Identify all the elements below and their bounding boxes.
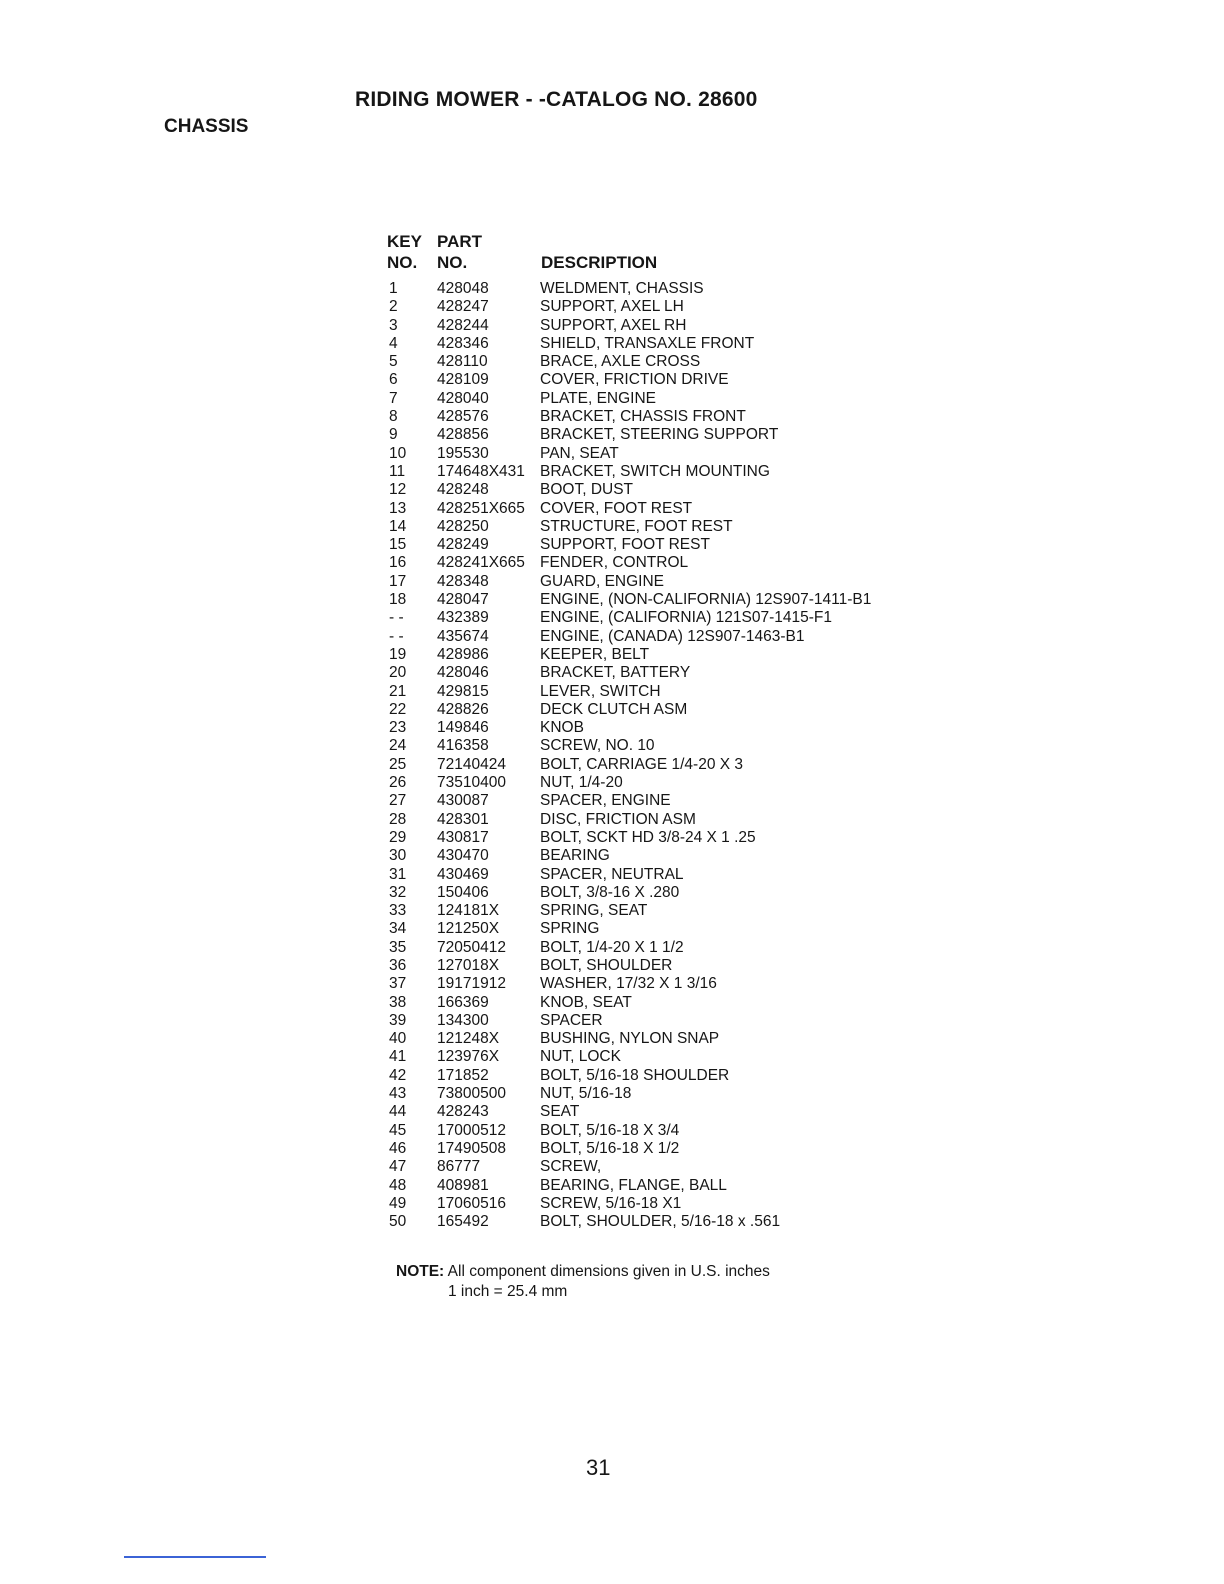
parts-row (389, 371, 949, 389)
part-no-cell: 150406 (437, 883, 489, 901)
parts-row (389, 957, 949, 975)
description-cell: BRACE, AXLE CROSS (540, 353, 701, 371)
key-no-cell: 41 (389, 1048, 407, 1066)
parts-row (389, 683, 949, 701)
part-no-cell: 428046 (437, 664, 489, 682)
parts-row (389, 591, 949, 609)
part-no-cell: 17060516 (437, 1194, 506, 1212)
description-cell: BOLT, 1/4-20 X 1 1/2 (540, 938, 684, 956)
parts-row (389, 719, 949, 737)
parts-row (389, 811, 949, 829)
part-no-cell: 127018X (437, 956, 500, 974)
key-no-cell: 23 (389, 719, 407, 737)
description-cell: FENDER, CONTROL (540, 554, 689, 572)
key-no-cell: 11 (389, 462, 406, 480)
part-no-cell: 428826 (437, 700, 489, 718)
parts-row (389, 426, 949, 444)
key-no-cell: 8 (389, 408, 398, 426)
description-cell: BOLT, SHOULDER, 5/16-18 x .561 (540, 1213, 781, 1231)
key-no-cell: 12 (389, 481, 407, 499)
part-no-cell: 428301 (437, 810, 489, 828)
description-cell: BOLT, CARRIAGE 1/4-20 X 3 (540, 755, 744, 773)
description-cell: COVER, FOOT REST (540, 499, 693, 517)
parts-row (389, 792, 949, 810)
key-no-cell: 14 (389, 517, 407, 535)
part-no-cell: 195530 (437, 444, 489, 462)
description-cell: BOOT, DUST (540, 481, 634, 499)
description-cell: SPRING (540, 920, 600, 938)
parts-row (389, 481, 949, 499)
part-no-cell: 121248X (437, 1030, 500, 1048)
parts-row (389, 1213, 949, 1231)
key-no-cell: 18 (389, 591, 407, 609)
key-no-cell: 16 (389, 554, 407, 572)
part-no-cell: 428346 (437, 334, 489, 352)
part-no-cell: 428251X665 (437, 499, 525, 517)
key-no-cell: 35 (389, 938, 407, 956)
section-heading: CHASSIS (164, 116, 249, 137)
part-no-cell: 428109 (437, 371, 489, 389)
part-no-cell: 121250X (437, 920, 500, 938)
part-no-cell: 429815 (437, 682, 489, 700)
parts-row (389, 1012, 949, 1030)
note-line1: All component dimensions given in U.S. inches (447, 1263, 770, 1280)
part-no-cell: 428047 (437, 591, 489, 609)
parts-row (389, 1177, 949, 1195)
note-line2: 1 inch = 25.4 mm (448, 1283, 568, 1300)
document-title: RIDING MOWER - -CATALOG NO. 28600 (355, 88, 758, 111)
description-cell: SCREW, 5/16-18 X1 (540, 1194, 682, 1212)
key-no-cell: 47 (389, 1158, 407, 1176)
description-cell: KEEPER, BELT (540, 645, 650, 663)
key-no-cell: 1 (389, 280, 398, 297)
key-no-cell: 37 (389, 975, 407, 993)
parts-row (389, 1085, 949, 1103)
key-no-cell: 15 (389, 536, 407, 554)
parts-row (389, 554, 949, 572)
parts-row (389, 1048, 949, 1066)
description-cell: BRACKET, BATTERY (540, 664, 691, 682)
part-no-cell: 72140424 (437, 755, 506, 773)
page-number: 31 (586, 1455, 611, 1480)
key-no-cell: 30 (389, 847, 407, 865)
part-no-cell: 428110 (437, 353, 488, 371)
parts-row (389, 500, 949, 518)
parts-row (389, 280, 949, 298)
description-cell: WASHER, 17/32 X 1 3/16 (540, 975, 717, 993)
parts-row (389, 518, 949, 536)
part-no-cell: 416358 (437, 737, 489, 755)
part-no-cell: 428986 (437, 645, 489, 663)
key-no-cell: 9 (389, 426, 398, 444)
parts-row (389, 317, 949, 335)
part-no-cell: 19171912 (437, 975, 506, 993)
description-cell: PAN, SEAT (540, 444, 619, 462)
description-cell: NUT, 5/16-18 (540, 1085, 632, 1103)
part-no-cell: 165492 (437, 1213, 489, 1231)
part-no-cell: 430087 (437, 792, 489, 810)
parts-row (389, 353, 949, 371)
parts-row (389, 774, 949, 792)
key-no-cell: 40 (389, 1030, 407, 1048)
parts-row (389, 1030, 949, 1048)
parts-row (389, 536, 949, 554)
key-no-cell: 25 (389, 755, 407, 773)
description-cell: LEVER, SWITCH (540, 682, 661, 700)
description-cell: BOLT, 3/8-16 X .280 (540, 883, 680, 901)
parts-row (389, 829, 949, 847)
description-cell: SPACER (540, 1011, 603, 1029)
description-cell: KNOB, SEAT (540, 993, 632, 1011)
description-cell: BOLT, SHOULDER (540, 956, 673, 974)
key-no-cell: 4 (389, 334, 398, 352)
description-cell: BEARING (540, 847, 610, 865)
part-no-cell: 428856 (437, 426, 489, 444)
parts-row (389, 298, 949, 316)
key-no-cell: 13 (389, 499, 407, 517)
key-no-cell: - - (389, 609, 404, 627)
key-no-cell: 28 (389, 810, 407, 828)
description-cell: SCREW, NO. 10 (540, 737, 655, 755)
key-no-cell: 44 (389, 1103, 407, 1121)
parts-row (389, 737, 949, 755)
part-no-cell: 86777 (437, 1158, 481, 1176)
part-no-cell: 428576 (437, 408, 489, 426)
parts-row (389, 1195, 949, 1213)
key-no-cell: 20 (389, 664, 407, 682)
description-cell: DISC, FRICTION ASM (540, 810, 696, 828)
parts-row (389, 628, 949, 646)
key-no-cell: 3 (389, 316, 398, 334)
parts-row (389, 884, 949, 902)
parts-row (389, 756, 949, 774)
note-label: NOTE: (396, 1263, 445, 1280)
description-cell: ENGINE, (CALIFORNIA) 121S07-1415-F1 (540, 609, 833, 627)
part-no-cell: 17490508 (437, 1139, 506, 1157)
key-no-cell: 43 (389, 1085, 407, 1103)
description-cell: GUARD, ENGINE (540, 572, 665, 590)
key-no-cell: 22 (389, 700, 407, 718)
parts-row (389, 463, 949, 481)
parts-row (389, 445, 949, 463)
part-no-cell: 174648X431 (437, 462, 525, 480)
part-no-cell: 430470 (437, 847, 489, 865)
part-no-cell: 171852 (437, 1066, 489, 1084)
parts-row (389, 609, 949, 627)
description-cell: NUT, LOCK (540, 1048, 621, 1066)
part-no-cell: 428040 (437, 389, 489, 407)
parts-row (389, 646, 949, 664)
footer-rule (124, 1556, 266, 1558)
part-no-cell: 428248 (437, 481, 489, 499)
key-no-header-line2: NO. (387, 253, 418, 272)
key-no-cell: 45 (389, 1121, 407, 1139)
description-cell: SCREW, (540, 1158, 602, 1176)
parts-row (389, 902, 949, 920)
description-cell: ENGINE, (NON-CALIFORNIA) 12S907-1411-B1 (540, 591, 872, 609)
key-no-cell: 42 (389, 1066, 407, 1084)
part-no-cell: 123976X (437, 1048, 500, 1066)
key-no-cell: 49 (389, 1194, 407, 1212)
description-cell: KNOB (540, 719, 584, 737)
description-cell: BEARING, FLANGE, BALL (540, 1176, 727, 1194)
description-cell: NUT, 1/4-20 (540, 774, 623, 792)
parts-row (389, 847, 949, 865)
description-cell: BRACKET, CHASSIS FRONT (540, 408, 746, 426)
description-cell: BRACKET, STEERING SUPPORT (540, 426, 779, 444)
part-no-cell: 428243 (437, 1103, 489, 1121)
part-no-cell: 428348 (437, 572, 489, 590)
parts-row (389, 920, 949, 938)
part-no-cell: 149846 (437, 719, 489, 737)
parts-row (389, 939, 949, 957)
parts-row (389, 1103, 949, 1121)
key-no-cell: 29 (389, 828, 407, 846)
parts-row (389, 664, 949, 682)
parts-row (389, 335, 949, 353)
parts-row (389, 701, 949, 719)
part-no-cell: 432389 (437, 609, 489, 627)
key-no-cell: 48 (389, 1176, 407, 1194)
part-no-cell: 428244 (437, 316, 489, 334)
parts-row (389, 866, 949, 884)
description-cell: DECK CLUTCH ASM (540, 700, 688, 718)
description-cell: ENGINE, (CANADA) 12S907-1463-B1 (540, 627, 805, 645)
parts-row (389, 1158, 949, 1176)
description-cell: BRACKET, SWITCH MOUNTING (540, 462, 770, 480)
parts-list (389, 280, 949, 1231)
part-no-header-line1: PART (437, 232, 483, 251)
key-no-cell: 36 (389, 956, 407, 974)
description-cell: WELDMENT, CHASSIS (540, 280, 704, 297)
part-no-cell: 73800500 (437, 1085, 506, 1103)
part-no-cell: 430817 (437, 828, 489, 846)
description-cell: SEAT (540, 1103, 580, 1121)
description-cell: BOLT, 5/16-18 X 3/4 (540, 1121, 680, 1139)
part-no-cell: 73510400 (437, 774, 506, 792)
part-no-cell: 166369 (437, 993, 489, 1011)
key-no-cell: 5 (389, 353, 398, 371)
description-cell: SUPPORT, FOOT REST (540, 536, 710, 554)
parts-row (389, 994, 949, 1012)
key-no-cell: 50 (389, 1213, 407, 1231)
description-cell: BOLT, 5/16-18 X 1/2 (540, 1139, 680, 1157)
key-no-cell: 10 (389, 444, 407, 462)
description-cell: SUPPORT, AXEL LH (540, 298, 684, 316)
key-no-cell: 32 (389, 883, 407, 901)
part-no-cell: 428250 (437, 517, 489, 535)
key-no-cell: 38 (389, 993, 407, 1011)
key-no-cell: 17 (389, 572, 407, 590)
description-cell: SPRING, SEAT (540, 902, 648, 920)
parts-row (389, 408, 949, 426)
key-no-cell: 34 (389, 920, 407, 938)
parts-row (389, 1067, 949, 1085)
part-no-cell: 428247 (437, 298, 489, 316)
description-cell: SPACER, ENGINE (540, 792, 671, 810)
part-no-cell: 430469 (437, 865, 489, 883)
part-no-cell: 408981 (437, 1176, 489, 1194)
part-no-cell: 428249 (437, 536, 489, 554)
parts-row (389, 390, 949, 408)
description-cell: BOLT, 5/16-18 SHOULDER (540, 1066, 730, 1084)
key-no-cell: 7 (389, 389, 398, 407)
description-cell: BUSHING, NYLON SNAP (540, 1030, 720, 1048)
key-no-cell: 26 (389, 774, 407, 792)
part-no-cell: 124181X (437, 902, 500, 920)
key-no-cell: 6 (389, 371, 398, 389)
key-no-cell: 2 (389, 298, 398, 316)
description-cell: SUPPORT, AXEL RH (540, 316, 687, 334)
key-no-cell: 21 (389, 682, 407, 700)
parts-row (389, 975, 949, 993)
part-no-cell: 17000512 (437, 1121, 506, 1139)
key-no-cell: 24 (389, 737, 407, 755)
description-header: DESCRIPTION (541, 253, 658, 272)
parts-row (389, 1140, 949, 1158)
key-no-cell: 19 (389, 645, 407, 663)
description-cell: BOLT, SCKT HD 3/8-24 X 1 .25 (540, 828, 756, 846)
key-no-cell: 46 (389, 1139, 407, 1157)
description-cell: SPACER, NEUTRAL (540, 865, 684, 883)
description-cell: STRUCTURE, FOOT REST (540, 517, 733, 535)
part-no-cell: 134300 (437, 1011, 489, 1029)
part-no-header-line2: NO. (437, 253, 468, 272)
key-no-cell: 31 (389, 865, 407, 883)
key-no-cell: 39 (389, 1011, 407, 1029)
key-no-cell: 27 (389, 792, 407, 810)
note (396, 1263, 770, 1281)
part-no-cell: 72050412 (437, 938, 506, 956)
key-no-cell: 33 (389, 902, 407, 920)
key-no-cell: - - (389, 627, 404, 645)
parts-row (389, 1122, 949, 1140)
description-cell: COVER, FRICTION DRIVE (540, 371, 729, 389)
description-cell: SHIELD, TRANSAXLE FRONT (540, 334, 755, 352)
key-no-header-line1: KEY (387, 232, 422, 251)
part-no-cell: 428241X665 (437, 554, 525, 572)
part-no-cell: 428048 (437, 280, 489, 297)
description-cell: PLATE, ENGINE (540, 389, 656, 407)
part-no-cell: 435674 (437, 627, 489, 645)
parts-row (389, 573, 949, 591)
